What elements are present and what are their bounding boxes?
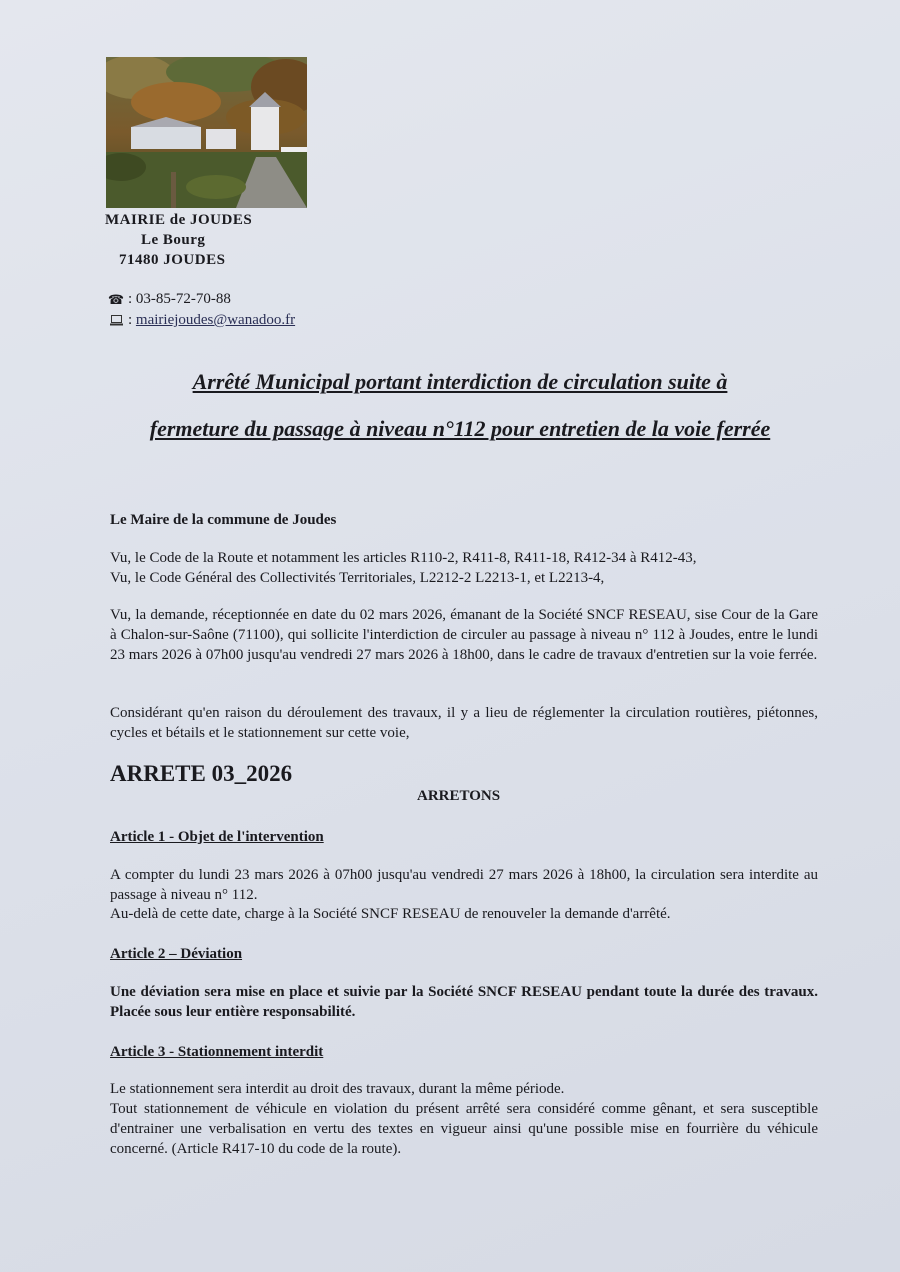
arrete-number: ARRETE 03_2026 [110, 761, 293, 786]
village-photo [106, 57, 307, 208]
vu-code-route: Vu, le Code de la Route et notamment les articles R110-2, R411-8, R411-18, R412-34 à R412-43, [110, 550, 697, 566]
article-3-paragraph-1: Le stationnement sera interdit au droit des travaux, durant la même période. [110, 1081, 565, 1097]
document-title-line2: fermeture du passage à niveau n°112 pour entretien de la voie ferrée [149, 416, 771, 441]
email-prefix: : [128, 312, 133, 328]
article-1-paragraph-1: A compter du lundi 23 mars 2026 à 07h00 jusqu'au vendredi 27 mars 2026 à 18h00, la circulation sera interdite au passage à niveau n° 112. [110, 867, 818, 903]
article-3-heading: Article 3 - Stationnement interdit [110, 1044, 324, 1060]
article-3-paragraph-2: Tout stationnement de véhicule en violation du présent arrêté sera considéré comme gênant, et sera susceptible d'entrainer une verbalisation en vertu des textes en vigueur ainsi qu'une possible mise en fourrière du véhicule concerné. (Article R417-10 du code de la route). [110, 1101, 818, 1157]
street: Le Bourg [141, 232, 206, 248]
city: 71480 JOUDES [119, 252, 226, 268]
article-2-heading: Article 2 – Déviation [110, 946, 243, 962]
article-1-heading: Article 1 - Objet de l'intervention [110, 829, 324, 845]
email-row [108, 310, 295, 331]
arretons-heading: ARRETONS [417, 788, 501, 804]
article-2-paragraph-1: Une déviation sera mise en place et suivie par la Société SNCF RESEAU pendant toute la durée des travaux. Placée sous leur entière responsabilité. [110, 984, 818, 1020]
contact-block [108, 289, 295, 331]
document-title-line1: Arrêté Municipal portant interdiction de circulation suite à [192, 369, 728, 394]
phone-number: : 03-85-72-70-88 [128, 291, 231, 307]
maire-heading: Le Maire de la commune de Joudes [110, 512, 337, 528]
telephone-icon: ☎ [107, 292, 125, 307]
computer-icon [108, 315, 124, 326]
considerant: Considérant qu'en raison du déroulement des travaux, il y a lieu de réglementer la circulation routières, piétonnes, cycles et bétails et le stationnement sur cette voie, [110, 705, 818, 741]
article-1-paragraph-2: Au-delà de cette date, charge à la Société SNCF RESEAU de renouveler la demande d'arrêté. [110, 906, 671, 922]
mairie-address [105, 210, 252, 270]
vu-code-collectivites: Vu, le Code Général des Collectivités Territoriales, L2212-2 L2213-1, et L2213-4, [110, 570, 605, 586]
email-link[interactable]: mairiejoudes@wanadoo.fr [135, 312, 296, 328]
phone-row [108, 289, 295, 310]
org-name: MAIRIE de JOUDES [105, 212, 253, 228]
vu-demande: Vu, la demande, réceptionnée en date du 02 mars 2026, émanant de la Société SNCF RESEAU, sise Cour de la Gare à Chalon-sur-Saône (71100), qui sollicite l'interdiction de circuler au passage à niveau n° 112 à Joudes, entre le lundi 23 mars 2026 à 07h00 jusqu'au vendredi 27 mars 2026 à 18h00, dans le cadre de travaux d'entretien sur la voie ferrée. [110, 607, 818, 663]
